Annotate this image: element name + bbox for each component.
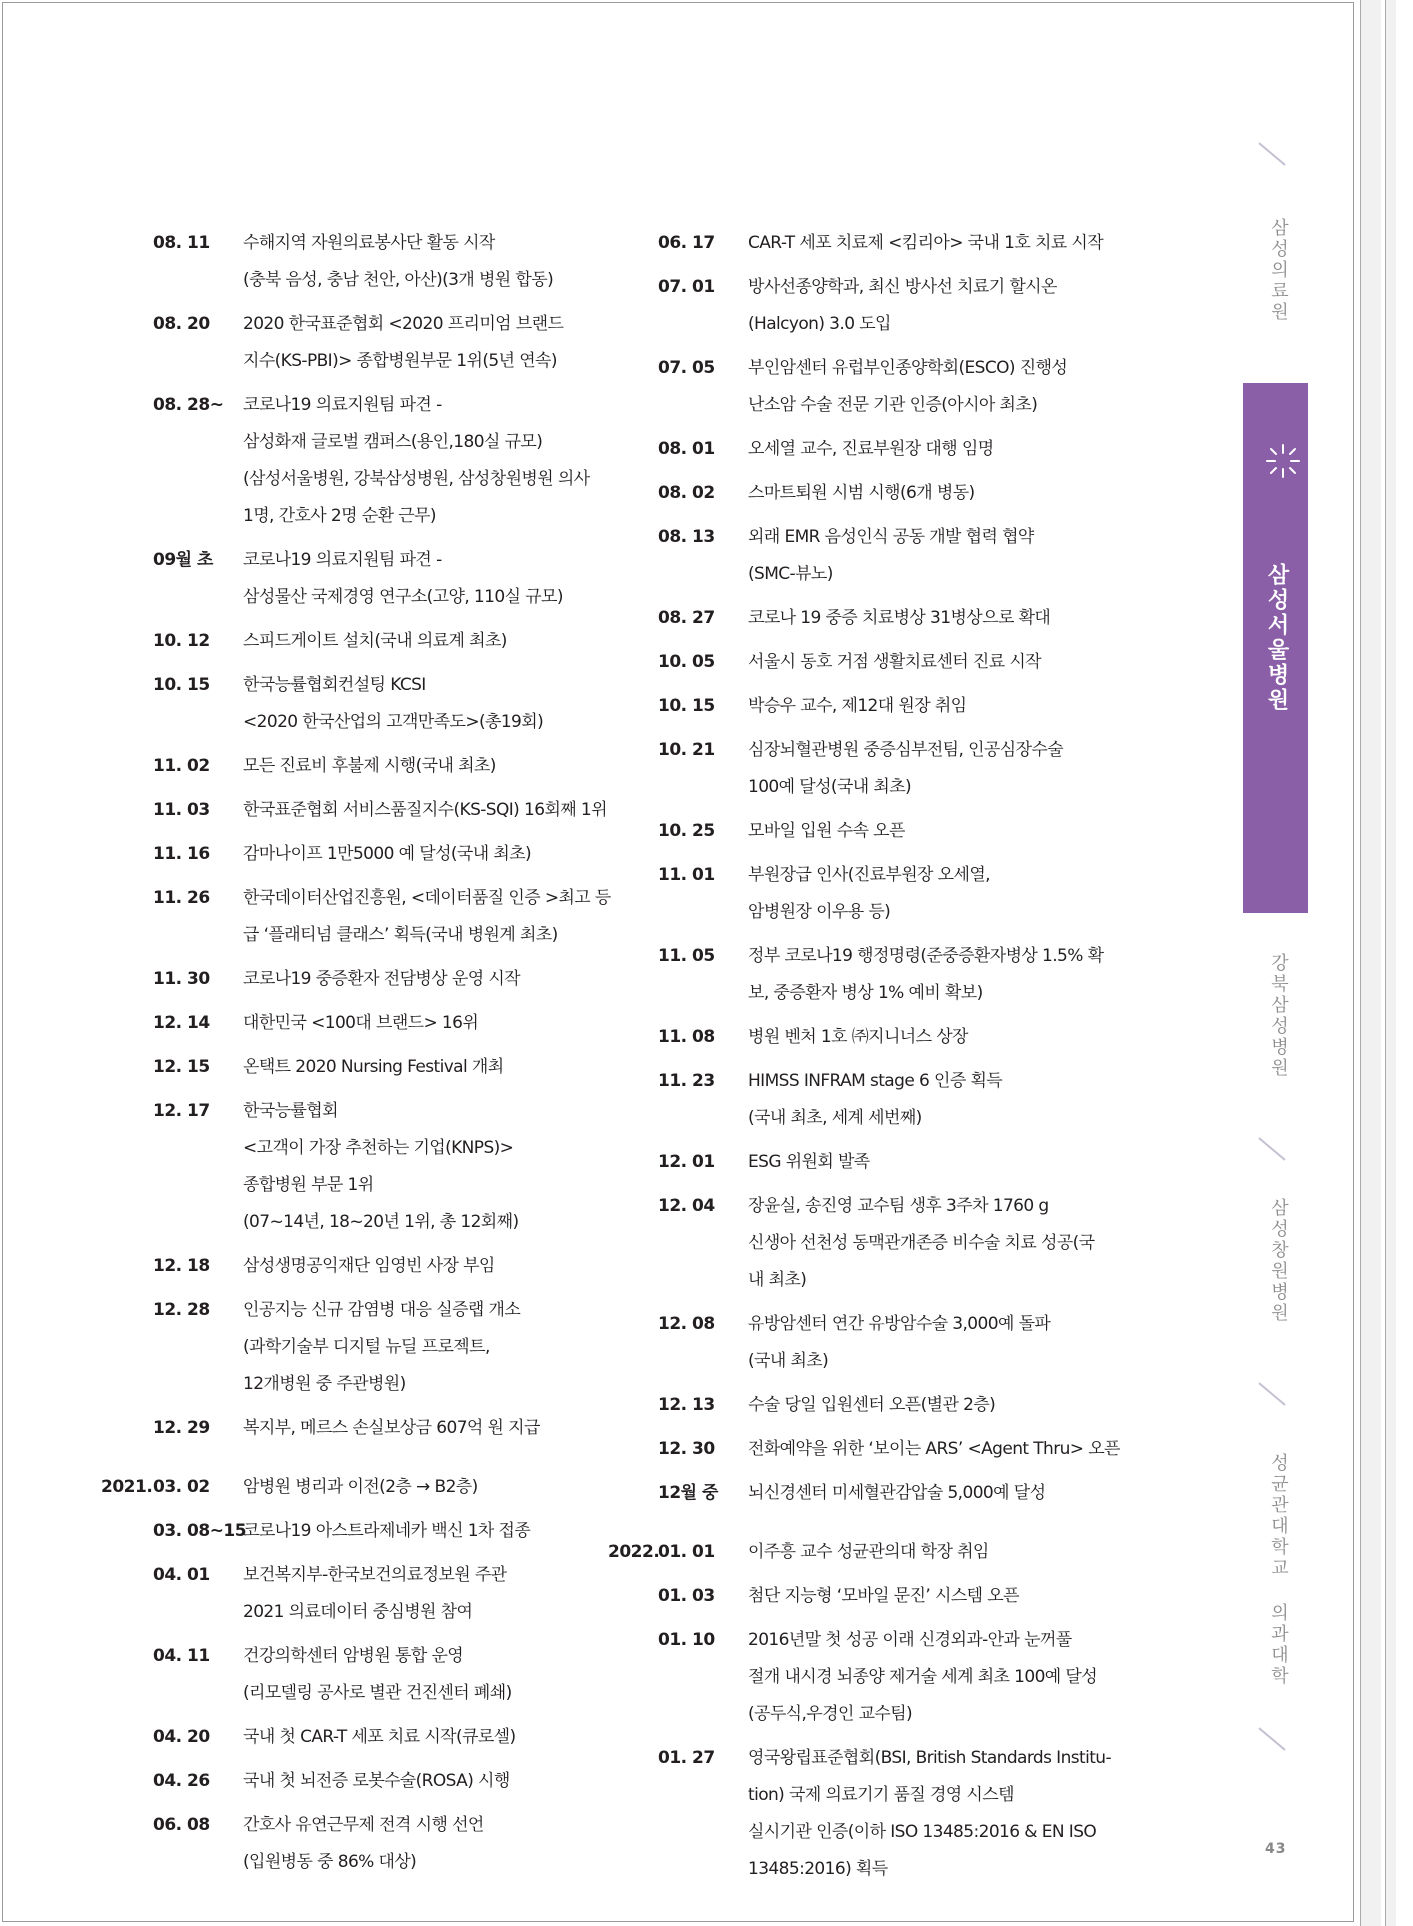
timeline-entry bbox=[658, 813, 1188, 850]
entry-text bbox=[748, 1144, 1188, 1181]
right-column bbox=[608, 213, 1188, 1895]
entry-text bbox=[748, 1019, 1188, 1056]
entry-date: 12. 29 bbox=[153, 1418, 210, 1438]
entry-date: 10. 15 bbox=[153, 675, 210, 695]
timeline-entry bbox=[658, 1431, 1188, 1468]
entry-date: 08. 11 bbox=[153, 233, 210, 253]
entry-line: 대한민국 <100대 브랜드> 16위 bbox=[243, 1013, 479, 1033]
entry-line: (과학기술부 디지털 뉴딜 프로젝트, bbox=[243, 1337, 490, 1357]
entry-line: <고객이 가장 추천하는 기업(KNPS)> bbox=[243, 1138, 514, 1158]
entry-text bbox=[748, 938, 1188, 1012]
timeline-entry bbox=[153, 1469, 693, 1506]
entry-text bbox=[748, 857, 1188, 931]
entry-line: CAR-T 세포 치료제 <킴리아> 국내 1호 치료 시작 bbox=[748, 233, 1104, 253]
timeline-entry bbox=[658, 1740, 1188, 1888]
entry-date: 03. 08~15 bbox=[153, 1521, 247, 1541]
entry-date: 10. 21 bbox=[658, 740, 715, 760]
entry-line: 보건복지부-한국보건의료정보원 주관 bbox=[243, 1565, 507, 1585]
left-column bbox=[101, 213, 693, 1888]
entry-date: 11. 05 bbox=[658, 946, 715, 966]
entry-line: 방사선종양학과, 최신 방사선 치료기 할시온 bbox=[748, 277, 1057, 297]
entry-line: 코로나19 아스트라제네카 백신 1차 접종 bbox=[243, 1521, 531, 1541]
entry-text bbox=[748, 732, 1188, 806]
entry-line: 서울시 동호 거점 생활치료센터 진료 시작 bbox=[748, 652, 1041, 672]
entry-line: 한국표준협회 서비스품질지수(KS-SQI) 16회째 1위 bbox=[243, 800, 607, 820]
timeline-entry bbox=[153, 1005, 693, 1042]
burst-icon bbox=[1265, 443, 1301, 479]
entry-text bbox=[748, 813, 1188, 850]
entry-text bbox=[243, 623, 693, 660]
document-page bbox=[2, 2, 1354, 1922]
entry-text bbox=[243, 306, 693, 380]
entry-line: 한국데이터산업진흥원, <데이터품질 인증 >최고 등 bbox=[243, 888, 611, 908]
entry-text bbox=[748, 1475, 1188, 1512]
timeline-entry bbox=[658, 1019, 1188, 1056]
timeline-entry bbox=[658, 1578, 1188, 1615]
timeline-entry bbox=[153, 542, 693, 616]
entry-date: 11. 03 bbox=[153, 800, 210, 820]
entry-line: 첨단 지능형 ‘모바일 문진’ 시스템 오픈 bbox=[748, 1586, 1019, 1606]
entry-line: 이주흥 교수 성균관의대 학장 취임 bbox=[748, 1542, 989, 1562]
timeline-entry bbox=[153, 1248, 693, 1285]
page-edge bbox=[1385, 0, 1396, 1926]
entry-line: 코로나19 의료지원팀 파견 - bbox=[243, 395, 442, 415]
entry-text bbox=[748, 1740, 1188, 1888]
entry-line: 수술 당일 입원센터 오픈(별관 2층) bbox=[748, 1395, 996, 1415]
entry-line: 삼성생명공익재단 임영빈 사장 부임 bbox=[243, 1256, 495, 1276]
entry-text bbox=[748, 1188, 1188, 1299]
entry-line: 오세열 교수, 진료부원장 대행 임명 bbox=[748, 439, 994, 459]
entry-line: 삼성화재 글로벌 캠퍼스(용인,180실 규모) bbox=[243, 432, 543, 452]
entry-line: (SMC-뷰노) bbox=[748, 564, 833, 584]
entry-line: 부인암센터 유럽부인종양학회(ESCO) 진행성 bbox=[748, 358, 1068, 378]
entry-text bbox=[243, 1638, 693, 1712]
entry-line: 뇌신경센터 미세혈관감압술 5,000예 달성 bbox=[748, 1483, 1046, 1503]
entry-text bbox=[243, 1410, 693, 1447]
year-group bbox=[153, 225, 693, 1447]
entry-line: 절개 내시경 뇌종양 제거술 세계 최초 100예 달성 bbox=[748, 1667, 1098, 1687]
timeline-entry bbox=[153, 748, 693, 785]
timeline-entry bbox=[658, 644, 1188, 681]
entry-line: 건강의학센터 암병원 통합 운영 bbox=[243, 1646, 464, 1666]
entry-text bbox=[243, 1807, 693, 1881]
entry-text bbox=[243, 836, 693, 873]
entry-line: ESG 위원회 발족 bbox=[748, 1152, 870, 1172]
side-tab-label[interactable]: 성균관대학교 의과대학 bbox=[1268, 1453, 1289, 1687]
entry-line: 모바일 입원 수속 오픈 bbox=[748, 821, 905, 841]
entry-line: 급 ‘플래티넘 클래스’ 획득(국내 병원계 최초) bbox=[243, 925, 558, 945]
page-number: 43 bbox=[1265, 1841, 1287, 1857]
timeline-entry bbox=[658, 431, 1188, 468]
timeline-entry bbox=[658, 519, 1188, 593]
timeline-entry bbox=[153, 961, 693, 998]
entry-text bbox=[748, 475, 1188, 512]
entry-text bbox=[243, 1248, 693, 1285]
entry-date: 08. 01 bbox=[658, 439, 715, 459]
entry-line: 코로나19 중증환자 전담병상 운영 시작 bbox=[243, 969, 520, 989]
timeline-entry bbox=[658, 1387, 1188, 1424]
entry-text bbox=[748, 600, 1188, 637]
entry-line: 박승우 교수, 제12대 원장 취임 bbox=[748, 696, 967, 716]
entry-date: 01. 10 bbox=[658, 1630, 715, 1650]
entry-line: 국내 첫 CAR-T 세포 치료 시작(큐로셀) bbox=[243, 1727, 516, 1747]
entry-line: 100예 달성(국내 최초) bbox=[748, 777, 912, 797]
entry-date: 11. 30 bbox=[153, 969, 210, 989]
entry-line: 종합병원 부문 1위 bbox=[243, 1175, 374, 1195]
timeline-entry bbox=[658, 1063, 1188, 1137]
entry-date: 12. 18 bbox=[153, 1256, 210, 1276]
entry-text bbox=[748, 1622, 1188, 1733]
entry-date: 08. 28~ bbox=[153, 395, 224, 415]
entry-text bbox=[243, 1049, 693, 1086]
entry-date: 04. 20 bbox=[153, 1727, 210, 1747]
timeline-entry bbox=[658, 600, 1188, 637]
timeline-entry bbox=[658, 1534, 1188, 1571]
entry-date: 04. 26 bbox=[153, 1771, 210, 1791]
entry-text bbox=[748, 1306, 1188, 1380]
entry-line: 코로나 19 중증 치료병상 31병상으로 확대 bbox=[748, 608, 1051, 628]
entry-text bbox=[748, 1063, 1188, 1137]
entry-date: 11. 02 bbox=[153, 756, 210, 776]
divider-slash bbox=[1258, 142, 1285, 165]
entry-date: 10. 05 bbox=[658, 652, 715, 672]
entry-date: 12. 08 bbox=[658, 1314, 715, 1334]
year-group bbox=[608, 1534, 1188, 1888]
entry-line: 1명, 간호사 2명 순환 근무) bbox=[243, 506, 436, 526]
entry-line: (입원병동 중 86% 대상) bbox=[243, 1852, 417, 1872]
timeline-entry bbox=[153, 836, 693, 873]
entry-date: 12. 30 bbox=[658, 1439, 715, 1459]
entry-text bbox=[243, 961, 693, 998]
timeline-entry bbox=[153, 1410, 693, 1447]
entry-line: 한국능률협회 bbox=[243, 1101, 338, 1121]
divider-slash bbox=[1258, 1727, 1285, 1750]
timeline-entry bbox=[153, 792, 693, 829]
entry-text bbox=[748, 269, 1188, 343]
entry-line: 2020 한국표준협회 <2020 프리미엄 브랜드 bbox=[243, 314, 564, 334]
timeline-entry bbox=[153, 1093, 693, 1241]
timeline-entry bbox=[658, 1144, 1188, 1181]
entry-date: 11. 26 bbox=[153, 888, 210, 908]
entry-line: 스피드게이트 설치(국내 의료계 최초) bbox=[243, 631, 507, 651]
side-tab-label-active[interactable]: 삼성서울병원 bbox=[1264, 563, 1289, 713]
entry-line: 암병원 병리과 이전(2층 → B2층) bbox=[243, 1477, 478, 1497]
entry-text bbox=[243, 1093, 693, 1241]
entry-line: 암병원장 이우용 등) bbox=[748, 902, 891, 922]
entry-line: 온택트 2020 Nursing Festival 개최 bbox=[243, 1057, 504, 1077]
entry-line: HIMSS INFRAM stage 6 인증 획득 bbox=[748, 1071, 1003, 1091]
timeline-entry bbox=[153, 387, 693, 535]
entry-date: 08. 13 bbox=[658, 527, 715, 547]
entry-line: 병원 벤처 1호 ㈜지니너스 상장 bbox=[748, 1027, 968, 1047]
timeline-entry bbox=[658, 1306, 1188, 1380]
entry-text bbox=[748, 644, 1188, 681]
entry-line: 심장뇌혈관병원 중증심부전팀, 인공심장수술 bbox=[748, 740, 1064, 760]
entry-date: 12. 28 bbox=[153, 1300, 210, 1320]
entry-text bbox=[748, 1534, 1188, 1571]
entry-date: 10. 25 bbox=[658, 821, 715, 841]
entry-line: 정부 코로나19 행정명령(준중증환자병상 1.5% 확 bbox=[748, 946, 1104, 966]
entry-date: 11. 23 bbox=[658, 1071, 715, 1091]
side-tab-label[interactable]: 삼성의료원 bbox=[1268, 218, 1289, 323]
timeline-entry bbox=[658, 938, 1188, 1012]
entry-date: 01. 27 bbox=[658, 1748, 715, 1768]
entry-line: 13485:2016) 획득 bbox=[748, 1859, 888, 1879]
entry-date: 11. 01 bbox=[658, 865, 715, 885]
entry-date: 07. 05 bbox=[658, 358, 715, 378]
year-group bbox=[658, 225, 1188, 1512]
entry-date: 08. 02 bbox=[658, 483, 715, 503]
entry-text bbox=[748, 1431, 1188, 1468]
entry-text bbox=[243, 1292, 693, 1403]
entry-text bbox=[748, 688, 1188, 725]
timeline-entry bbox=[658, 857, 1188, 931]
entry-text bbox=[243, 880, 693, 954]
entry-line: (07~14년, 18~20년 1위, 총 12회째) bbox=[243, 1212, 519, 1232]
entry-line: (삼성서울병원, 강북삼성병원, 삼성창원병원 의사 bbox=[243, 469, 590, 489]
entry-line: 인공지능 신규 감염병 대응 실증랩 개소 bbox=[243, 1300, 521, 1320]
timeline-entry bbox=[658, 225, 1188, 262]
entry-line: 장윤실, 송진영 교수팀 생후 3주차 1760 g bbox=[748, 1196, 1049, 1216]
entry-line: 국내 첫 뇌전증 로봇수술(ROSA) 시행 bbox=[243, 1771, 510, 1791]
entry-date: 07. 01 bbox=[658, 277, 715, 297]
entry-text bbox=[243, 1763, 693, 1800]
timeline-entry bbox=[658, 688, 1188, 725]
timeline-entry bbox=[153, 225, 693, 299]
entry-line: 수해지역 자원의료봉사단 활동 시작 bbox=[243, 233, 495, 253]
entry-text bbox=[748, 1387, 1188, 1424]
timeline-entry bbox=[658, 350, 1188, 424]
entry-line: 외래 EMR 음성인식 공동 개발 협력 협약 bbox=[748, 527, 1034, 547]
entry-line: (국내 최초) bbox=[748, 1351, 829, 1371]
side-tab-label[interactable]: 강북삼성병원 bbox=[1268, 953, 1289, 1079]
timeline-entry bbox=[153, 1719, 693, 1756]
entry-date: 01. 03 bbox=[658, 1586, 715, 1606]
entry-date: 12월 중 bbox=[658, 1483, 718, 1503]
timeline-entry bbox=[153, 667, 693, 741]
timeline-entry bbox=[153, 1292, 693, 1403]
divider-slash bbox=[1258, 1382, 1285, 1405]
entry-line: (Halcyon) 3.0 도입 bbox=[748, 314, 891, 334]
divider-slash bbox=[1258, 1137, 1285, 1160]
entry-line: 삼성물산 국제경영 연구소(고양, 110실 규모) bbox=[243, 587, 563, 607]
entry-date: 04. 01 bbox=[153, 1565, 210, 1585]
entry-line: 감마나이프 1만5000 예 달성(국내 최초) bbox=[243, 844, 532, 864]
entry-text bbox=[748, 350, 1188, 424]
entry-line: 모든 진료비 후불제 시행(국내 최초) bbox=[243, 756, 496, 776]
timeline-entry bbox=[658, 1622, 1188, 1733]
entry-text bbox=[243, 792, 693, 829]
entry-text bbox=[243, 667, 693, 741]
entry-line: 스마트퇴원 시범 시행(6개 병동) bbox=[748, 483, 975, 503]
entry-date: 03. 02 bbox=[153, 1477, 210, 1497]
side-tab-label[interactable]: 삼성창원병원 bbox=[1268, 1198, 1289, 1324]
entry-line: 보, 중증환자 병상 1% 예비 확보) bbox=[748, 983, 983, 1003]
timeline-entry bbox=[153, 1638, 693, 1712]
entry-date: 12. 13 bbox=[658, 1395, 715, 1415]
timeline-entry bbox=[658, 1475, 1188, 1512]
entry-text bbox=[748, 1578, 1188, 1615]
entry-date: 01. 01 bbox=[658, 1542, 715, 1562]
entry-text bbox=[748, 225, 1188, 262]
entry-date: 12. 15 bbox=[153, 1057, 210, 1077]
entry-date: 12. 14 bbox=[153, 1013, 210, 1033]
entry-line: (충북 음성, 충남 천안, 아산)(3개 병원 합동) bbox=[243, 270, 554, 290]
entry-date: 10. 15 bbox=[658, 696, 715, 716]
entry-date: 12. 04 bbox=[658, 1196, 715, 1216]
timeline-entry bbox=[658, 1188, 1188, 1299]
entry-line: (공두식,우경인 교수팀) bbox=[748, 1704, 913, 1724]
timeline-entry bbox=[658, 475, 1188, 512]
entry-text bbox=[243, 1005, 693, 1042]
entry-text bbox=[243, 542, 693, 616]
timeline-entry bbox=[153, 1763, 693, 1800]
entry-line: 실시기관 인증(이하 ISO 13485:2016 & EN ISO bbox=[748, 1822, 1097, 1842]
entry-line: 전화예약을 위한 ‘보이는 ARS’ <Agent Thru> 오픈 bbox=[748, 1439, 1120, 1459]
entry-line: 부원장급 인사(진료부원장 오세열, bbox=[748, 865, 990, 885]
entry-date: 04. 11 bbox=[153, 1646, 210, 1666]
entry-text bbox=[243, 225, 693, 299]
entry-text bbox=[243, 748, 693, 785]
entry-line: 신생아 선천성 동맥관개존증 비수술 치료 성공(국 bbox=[748, 1233, 1095, 1253]
entry-text bbox=[243, 387, 693, 535]
entry-line: 코로나19 의료지원팀 파견 - bbox=[243, 550, 442, 570]
entry-date: 10. 12 bbox=[153, 631, 210, 651]
timeline-entry bbox=[153, 1807, 693, 1881]
entry-line: (리모델링 공사로 별관 건진센터 폐쇄) bbox=[243, 1683, 512, 1703]
year-label: 2022. bbox=[608, 1542, 660, 1562]
entry-date: 06. 17 bbox=[658, 233, 715, 253]
entry-date: 08. 27 bbox=[658, 608, 715, 628]
entry-date: 08. 20 bbox=[153, 314, 210, 334]
entry-date: 06. 08 bbox=[153, 1815, 210, 1835]
entry-line: 복지부, 메르스 손실보상금 607억 원 지급 bbox=[243, 1418, 540, 1438]
entry-line: (국내 최초, 세계 세번째) bbox=[748, 1108, 922, 1128]
entry-date: 11. 16 bbox=[153, 844, 210, 864]
entry-date: 12. 17 bbox=[153, 1101, 210, 1121]
timeline-entry bbox=[658, 269, 1188, 343]
entry-text bbox=[748, 519, 1188, 593]
entry-line: 유방암센터 연간 유방암수술 3,000예 돌파 bbox=[748, 1314, 1051, 1334]
entry-line: 난소암 수술 전문 기관 인증(아시아 최초) bbox=[748, 395, 1038, 415]
timeline-entry bbox=[153, 306, 693, 380]
entry-line: tion) 국제 의료기기 품질 경영 시스템 bbox=[748, 1785, 1014, 1805]
page-edge bbox=[1360, 0, 1381, 1926]
entry-text bbox=[243, 1469, 693, 1506]
entry-line: 내 최초) bbox=[748, 1270, 807, 1290]
entry-text bbox=[748, 431, 1188, 468]
entry-line: <2020 한국산업의 고객만족도>(총19회) bbox=[243, 712, 544, 732]
entry-line: 간호사 유연근무제 전격 시행 선언 bbox=[243, 1815, 484, 1835]
timeline-entry bbox=[153, 880, 693, 954]
entry-text bbox=[243, 1719, 693, 1756]
entry-line: 영국왕립표준협회(BSI, British Standards Institu- bbox=[748, 1748, 1111, 1768]
timeline-entry bbox=[153, 623, 693, 660]
entry-line: 2016년말 첫 성공 이래 신경외과-안과 눈꺼풀 bbox=[748, 1630, 1072, 1650]
entry-line: 2021 의료데이터 중심병원 참여 bbox=[243, 1602, 473, 1622]
entry-date: 12. 01 bbox=[658, 1152, 715, 1172]
entry-line: 12개병원 중 주관병원) bbox=[243, 1374, 406, 1394]
entry-date: 09월 초 bbox=[153, 550, 213, 570]
entry-date: 11. 08 bbox=[658, 1027, 715, 1047]
timeline-entry bbox=[658, 732, 1188, 806]
entry-line: 지수(KS-PBI)> 종합병원부문 1위(5년 연속) bbox=[243, 351, 557, 371]
timeline-entry bbox=[153, 1049, 693, 1086]
year-group bbox=[101, 1469, 693, 1881]
entry-line: 한국능률협회컨설팅 KCSI bbox=[243, 675, 426, 695]
year-label: 2021. bbox=[101, 1477, 153, 1497]
